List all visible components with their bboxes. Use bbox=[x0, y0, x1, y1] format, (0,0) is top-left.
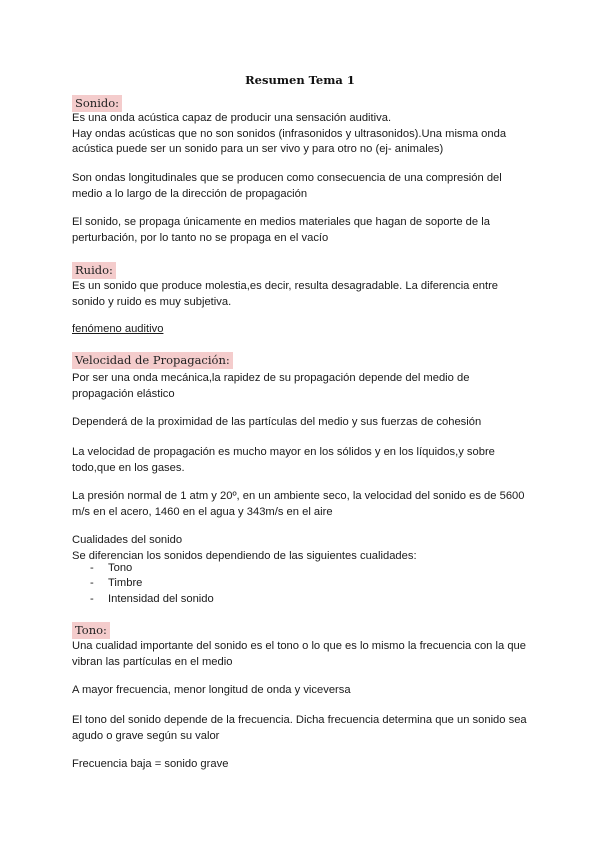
fenomeno-auditivo-link[interactable]: fenómeno auditivo bbox=[72, 323, 164, 335]
text-line: Dependerá de la proximidad de las partículas del medio y sus fuerzas de cohesión bbox=[72, 416, 482, 428]
sonido-paragraph-3 bbox=[72, 215, 532, 246]
text-line: La presión normal de 1 atm y 20º, en un ambiente seco, la velocidad del sonido es de 5600 bbox=[72, 490, 525, 502]
heading-ruido: Ruido: bbox=[72, 262, 116, 279]
text-line: El tono del sonido depende de la frecuencia. Dicha frecuencia determina que un sonido sea bbox=[72, 714, 527, 726]
text-line: Una cualidad importante del sonido es el tono o lo que es lo mismo la frecuencia con la que bbox=[72, 640, 526, 652]
velocidad-paragraph-4 bbox=[72, 489, 532, 520]
list-item-label: Tono bbox=[108, 562, 133, 574]
tono-paragraph-2 bbox=[72, 683, 532, 699]
text-line: sonido y ruido es muy subjetiva. bbox=[72, 295, 232, 308]
heading-velocidad: Velocidad de Propagación: bbox=[72, 352, 233, 369]
sonido-paragraph-1 bbox=[72, 111, 532, 158]
text-line: perturbación, por lo tanto no se propaga en el vacío bbox=[72, 231, 329, 244]
text-line: Es un sonido que produce molestia,es decir, resulta desagradable. La diferencia entre bbox=[72, 280, 499, 292]
cualidades-paragraph bbox=[72, 533, 532, 564]
list-item-label: Intensidad del sonido bbox=[108, 593, 214, 605]
sonido-paragraph-2 bbox=[72, 171, 532, 202]
text-line: vibran las partículas en el medio bbox=[72, 655, 233, 668]
heading-sonido: Sonido: bbox=[72, 95, 122, 112]
document-title: Resumen Tema 1 bbox=[245, 73, 355, 87]
text-line: acústica puede ser un sonido para un ser vivo y para otro no (ej- animales) bbox=[72, 143, 444, 156]
text-line: La velocidad de propagación es mucho mayor en los sólidos y en los líquidos,y sobre bbox=[72, 446, 495, 458]
text-line: todo,que en los gases. bbox=[72, 461, 185, 474]
list-item-tono: - Tono bbox=[90, 562, 133, 574]
text-line: Son ondas longitudinales que se producen como consecuencia de una compresión del bbox=[72, 172, 502, 184]
ruido-paragraph-1 bbox=[72, 279, 532, 310]
list-item-intensidad: - Intensidad del sonido bbox=[90, 593, 214, 605]
text-line: propagación elástico bbox=[72, 387, 175, 400]
velocidad-paragraph-3 bbox=[72, 445, 532, 476]
text-line: A mayor frecuencia, menor longitud de onda y viceversa bbox=[72, 684, 351, 696]
text-line: Frecuencia baja = sonido grave bbox=[72, 758, 229, 770]
text-line: Por ser una onda mecánica,la rapidez de su propagación depende del medio de bbox=[72, 372, 470, 384]
text-line: Se diferencian los sonidos dependiendo de las siguientes cualidades: bbox=[72, 549, 417, 562]
tono-paragraph-1 bbox=[72, 639, 532, 670]
text-line: Cualidades del sonido bbox=[72, 534, 183, 546]
text-line: Hay ondas acústicas que no son sonidos (infrasonidos y ultrasonidos).Una misma onda bbox=[72, 127, 507, 140]
text-line: medio a lo largo de la dirección de propagación bbox=[72, 187, 308, 200]
velocidad-paragraph-1 bbox=[72, 371, 532, 402]
velocidad-paragraph-2 bbox=[72, 415, 532, 431]
text-line: m/s en el acero, 1460 en el agua y 343m/s en el aire bbox=[72, 505, 333, 518]
list-item-timbre: - Timbre bbox=[90, 577, 143, 589]
heading-tono: Tono: bbox=[72, 622, 110, 639]
list-item-label: Timbre bbox=[108, 577, 143, 589]
tono-paragraph-4 bbox=[72, 757, 532, 773]
tono-paragraph-3 bbox=[72, 713, 532, 744]
text-line: El sonido, se propaga únicamente en medios materiales que hagan de soporte de la bbox=[72, 216, 490, 228]
text-line: agudo o grave según su valor bbox=[72, 729, 220, 742]
text-line: Es una onda acústica capaz de producir una sensación auditiva. bbox=[72, 112, 392, 124]
